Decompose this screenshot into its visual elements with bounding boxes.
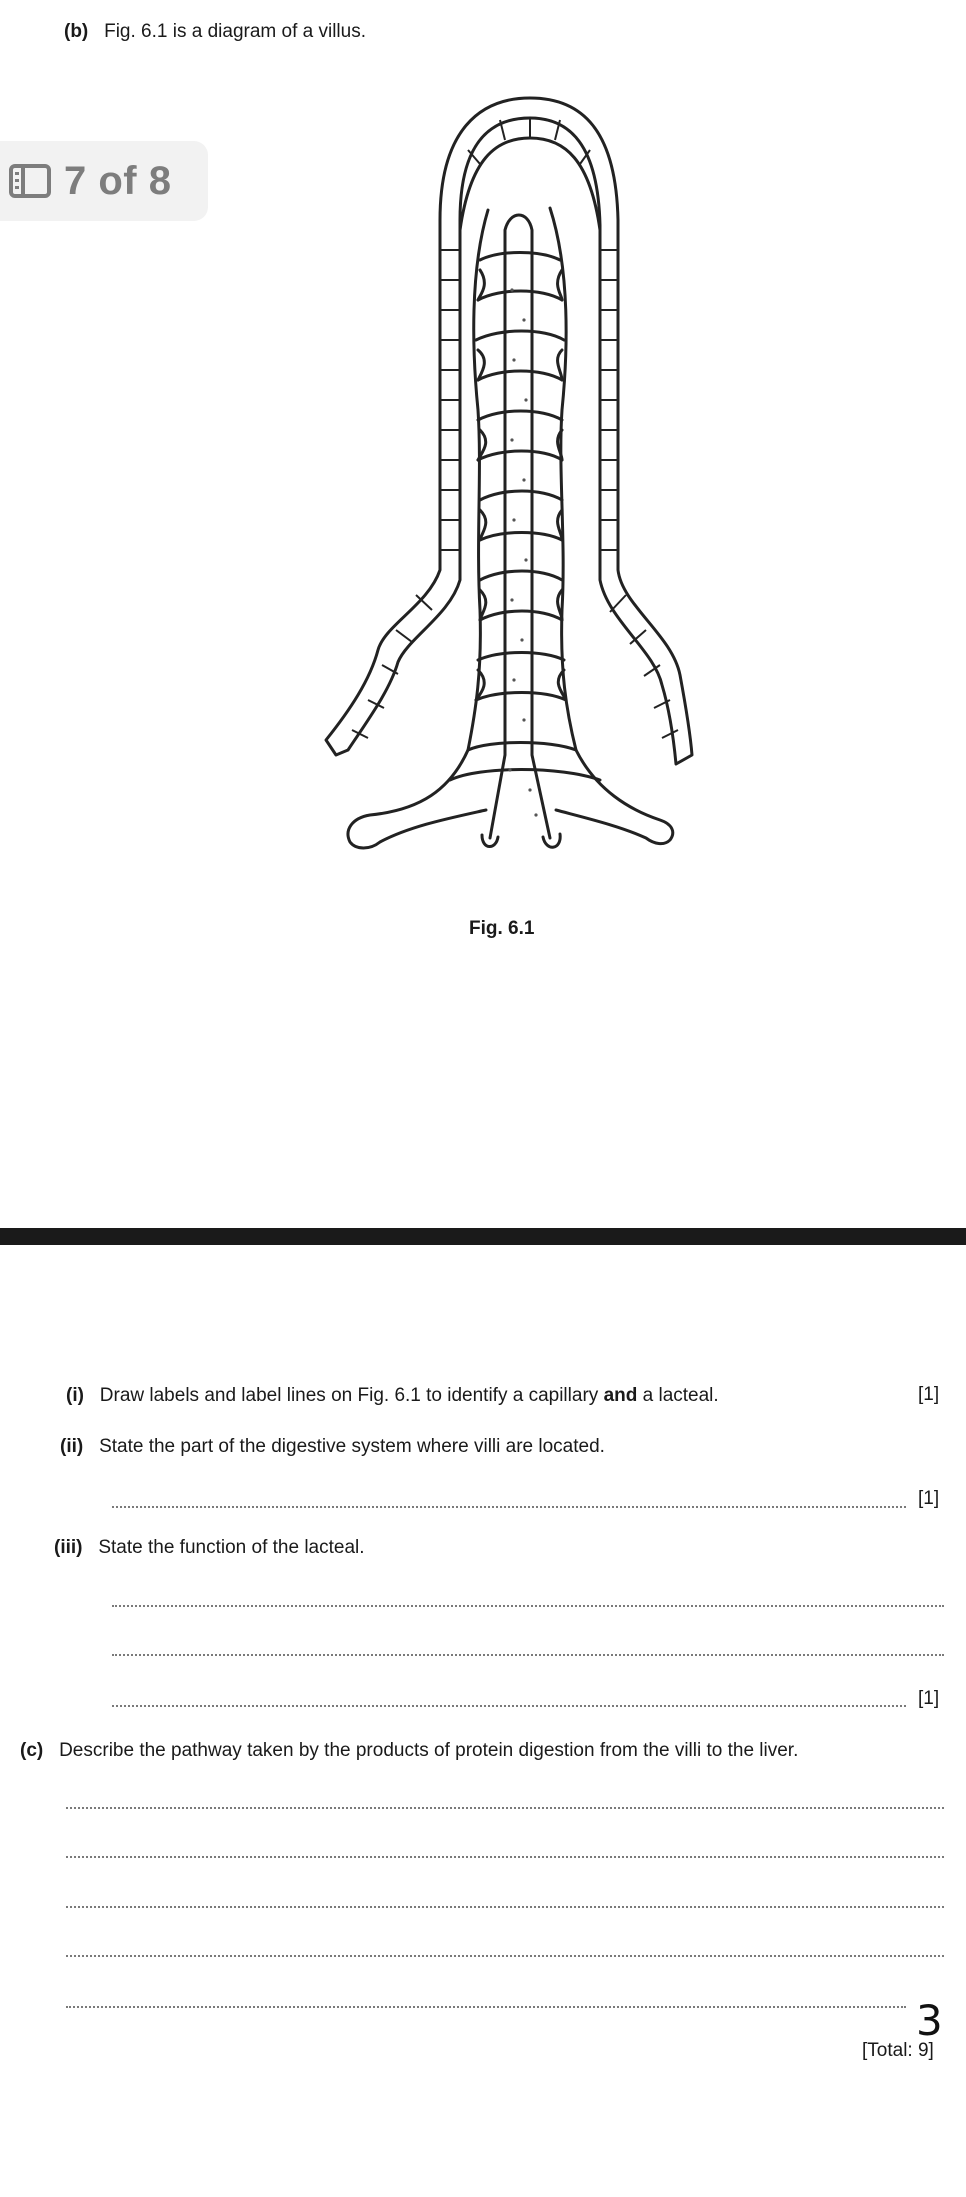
question-ii bbox=[60, 1435, 605, 1459]
page-divider bbox=[0, 1228, 966, 1245]
sidebar-panel-icon bbox=[8, 161, 52, 201]
part-b-line bbox=[64, 20, 366, 44]
total-marks: [Total: 9] bbox=[862, 2040, 934, 2061]
answer-line-iii-1[interactable] bbox=[112, 1605, 944, 1607]
handwritten-mark: 3 bbox=[916, 1996, 943, 2045]
question-ii-label: (ii) bbox=[60, 1436, 84, 1457]
question-i bbox=[66, 1384, 719, 1408]
question-iii-label: (iii) bbox=[54, 1537, 83, 1558]
question-c-text: Describe the pathway taken by the products of protein digestion from the villi to the liver. bbox=[59, 1740, 799, 1761]
answer-line-ii[interactable] bbox=[112, 1506, 906, 1508]
question-i-text-after: a lacteal. bbox=[637, 1385, 719, 1406]
answer-line-c-1[interactable] bbox=[66, 1807, 944, 1809]
answer-line-iii-3[interactable] bbox=[112, 1705, 906, 1707]
answer-line-c-2[interactable] bbox=[66, 1856, 944, 1858]
question-iii bbox=[54, 1536, 365, 1560]
page-indicator[interactable] bbox=[0, 141, 208, 221]
answer-line-iii-2[interactable] bbox=[112, 1654, 944, 1656]
answer-line-c-3[interactable] bbox=[66, 1906, 944, 1908]
question-i-label: (i) bbox=[66, 1385, 84, 1406]
page-indicator-text: 7 of 8 bbox=[64, 158, 172, 203]
question-iii-text: State the function of the lacteal. bbox=[98, 1537, 365, 1558]
question-iii-marks: [1] bbox=[918, 1688, 940, 1709]
question-c-label: (c) bbox=[20, 1740, 44, 1761]
villus-diagram bbox=[300, 90, 700, 870]
question-i-text-bold: and bbox=[603, 1385, 638, 1406]
question-c bbox=[20, 1739, 798, 1763]
question-ii-text: State the part of the digestive system where villi are located. bbox=[99, 1436, 605, 1457]
answer-line-c-4[interactable] bbox=[66, 1955, 944, 1957]
question-i-marks: [1] bbox=[918, 1384, 940, 1405]
question-ii-marks: [1] bbox=[918, 1488, 940, 1509]
question-i-text-before: Draw labels and label lines on Fig. 6.1 to identify a capillary bbox=[99, 1385, 604, 1406]
part-b-label: (b) bbox=[64, 21, 89, 42]
figure-caption: Fig. 6.1 bbox=[469, 918, 535, 939]
answer-line-c-5[interactable] bbox=[66, 2006, 906, 2008]
part-b-text: Fig. 6.1 is a diagram of a villus. bbox=[104, 21, 366, 42]
